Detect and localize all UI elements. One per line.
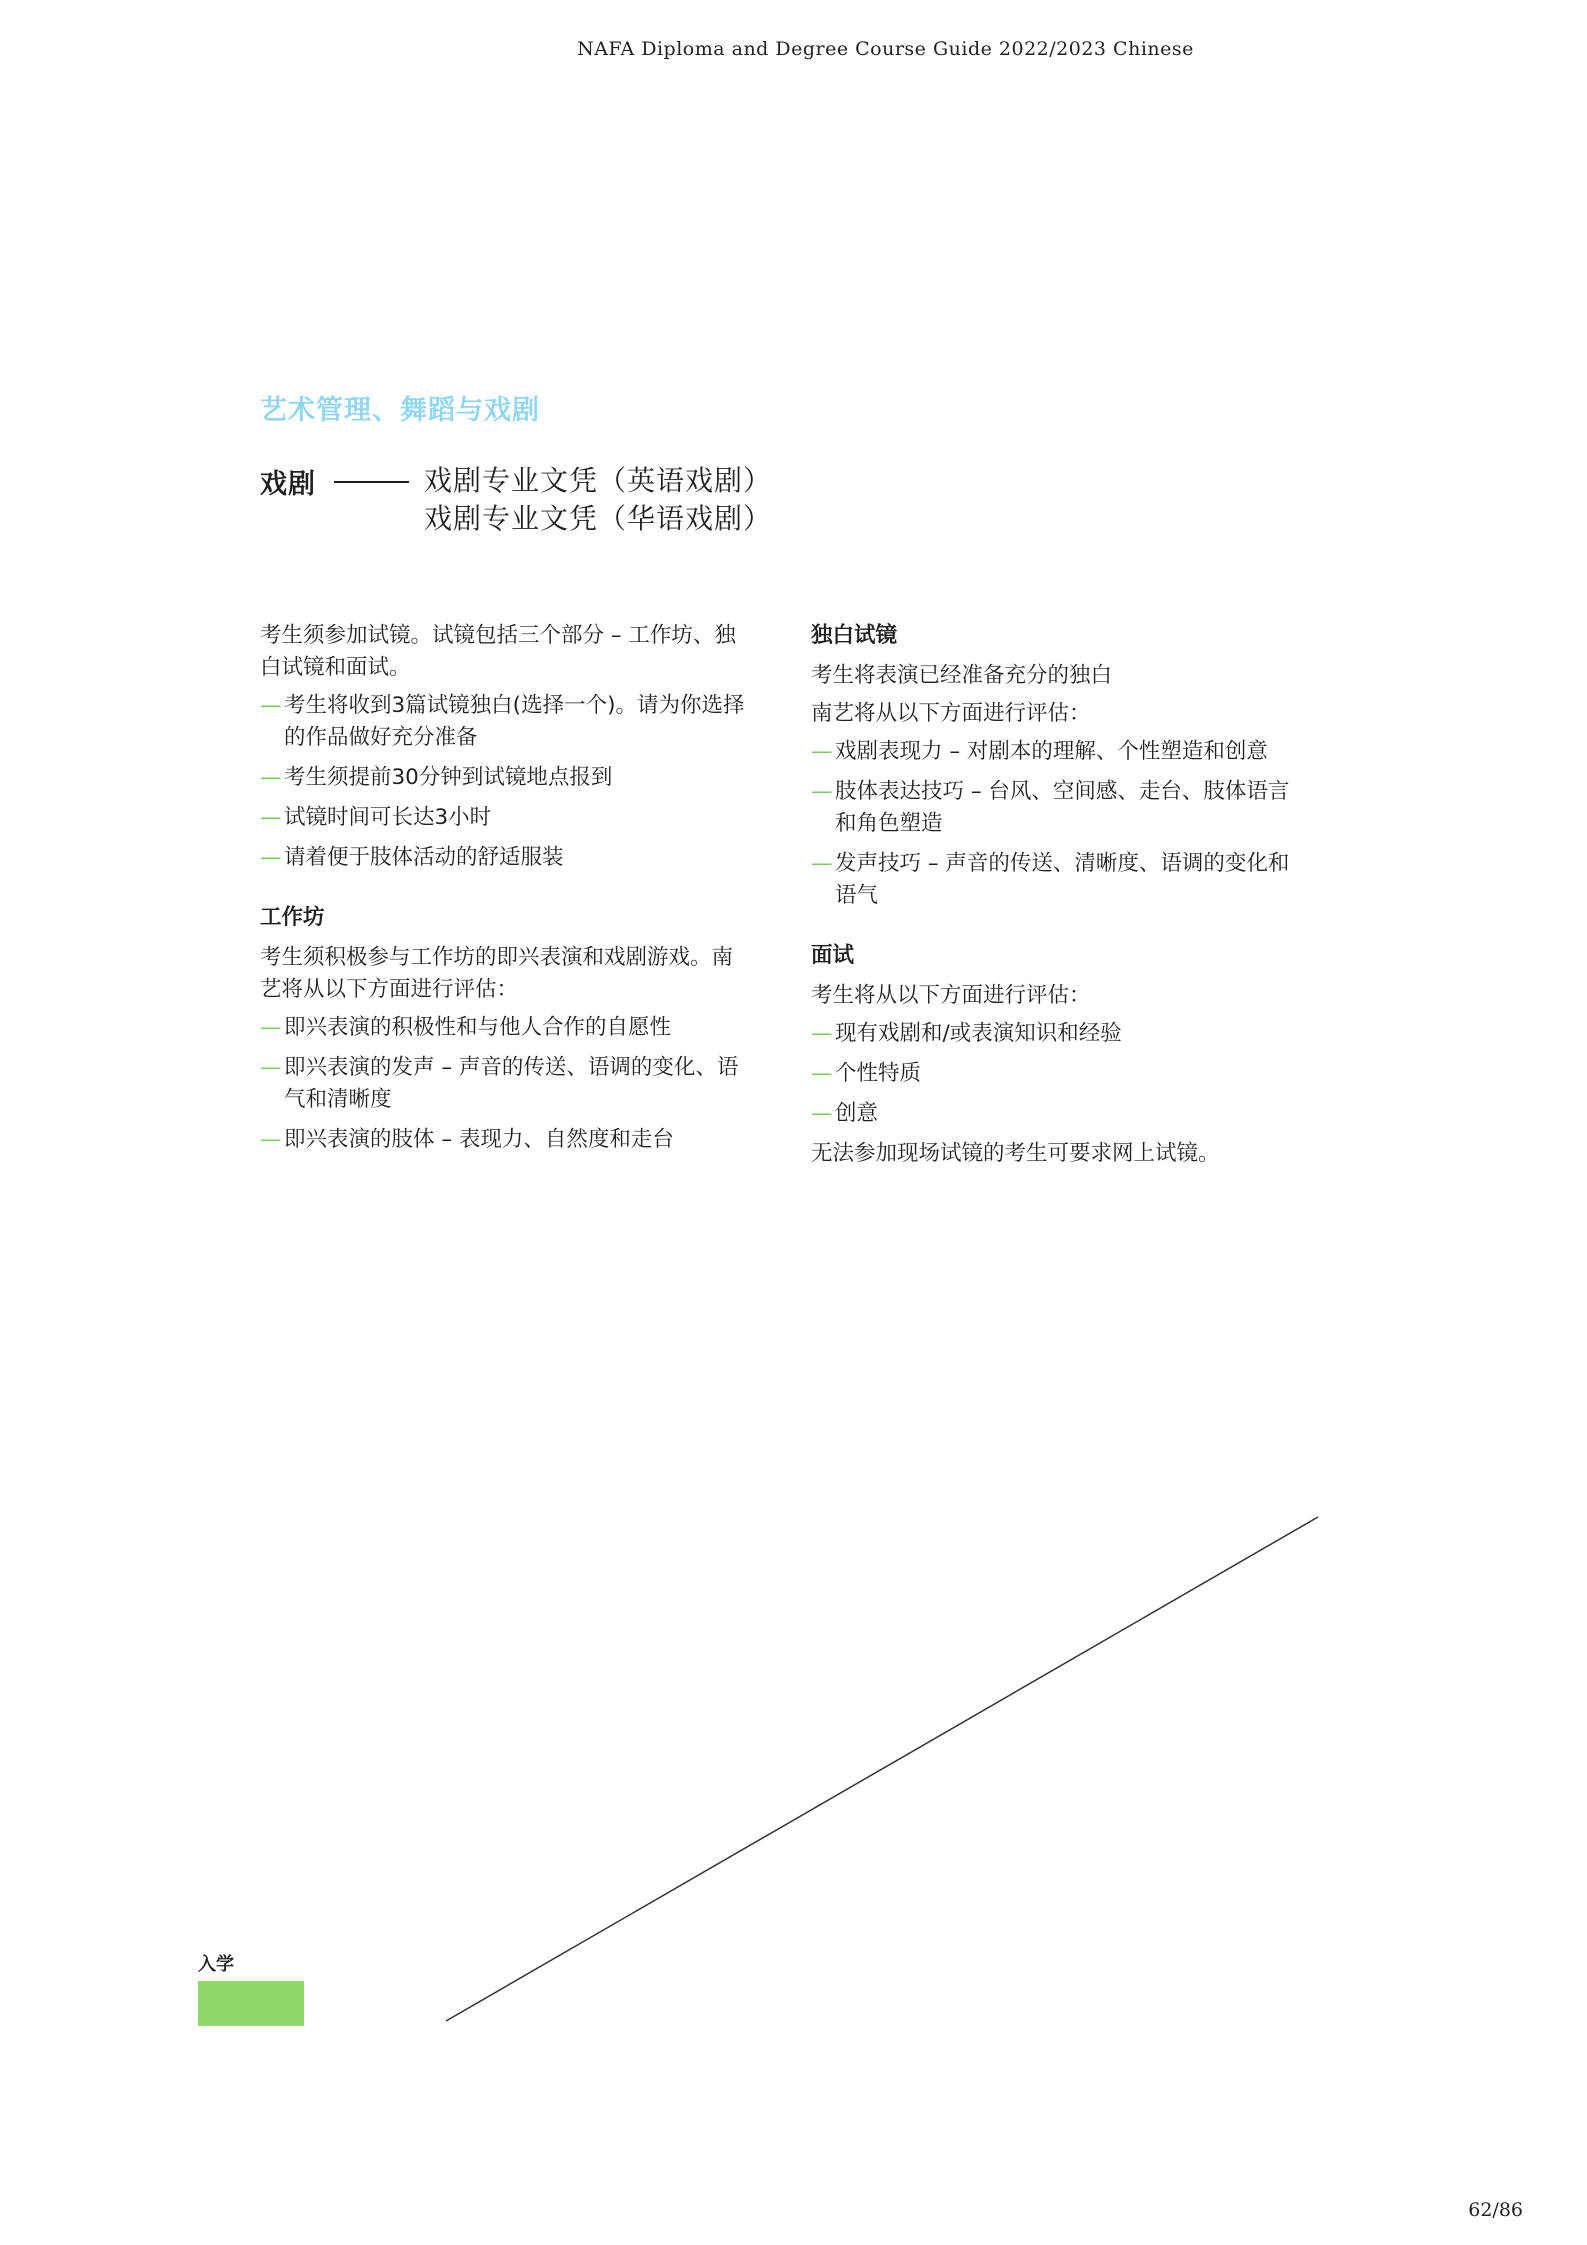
dash-icon: —: [260, 1055, 282, 1080]
monologue-heading: 独白试镜: [811, 623, 898, 648]
list-item: — 考生将收到3篇试镜独白(选择一个)。请为你选择的作品做好充分准备: [260, 690, 750, 754]
list-item: — 即兴表演的积极性和与他人合作的自愿性: [260, 1012, 750, 1044]
list-item: — 现有戏剧和/或表演知识和经验: [811, 1018, 1301, 1050]
workshop-heading: 工作坊: [260, 905, 325, 930]
list-item: — 试镜时间可长达3小时: [260, 802, 750, 834]
monologue-assessment-intro: 南艺将从以下方面进行评估：: [811, 701, 1091, 726]
section-title: 艺术管理、舞蹈与戏剧: [260, 395, 540, 426]
list-item: — 个性特质: [811, 1058, 1301, 1090]
list-item: — 请着便于肢体活动的舒适服装: [260, 842, 750, 874]
dash-icon: —: [260, 1015, 282, 1040]
program-name: 戏剧专业文凭（英语戏剧）: [424, 464, 773, 497]
footer-color-swatch: [198, 1981, 304, 2026]
running-header: NAFA Diploma and Degree Course Guide 2022/2023 Chinese: [577, 38, 1194, 60]
list-item: — 即兴表演的发声 – 声音的传送、语调的变化、语气和清晰度: [260, 1052, 750, 1116]
list-item: — 创意: [811, 1098, 1301, 1130]
dash-icon: —: [260, 765, 282, 790]
dash-icon: —: [811, 779, 833, 804]
interview-text: 考生将从以下方面进行评估：: [811, 983, 1091, 1008]
dash-icon: —: [811, 1021, 833, 1046]
list-item: — 发声技巧 – 声音的传送、清晰度、语调的变化和语气: [811, 848, 1301, 912]
list-item: — 肢体表达技巧 – 台风、空间感、走台、肢体语言和角色塑造: [811, 776, 1301, 840]
monologue-text: 考生将表演已经准备充分的独白: [811, 663, 1113, 688]
footer-section-label: 入学: [198, 1954, 234, 1975]
interview-heading: 面试: [811, 943, 855, 968]
page-number: 62/86: [1468, 2199, 1523, 2221]
dash-icon: —: [811, 1061, 833, 1086]
program-name: 戏剧专业文凭（华语戏剧）: [424, 502, 773, 535]
online-audition-note: 无法参加现场试镜的考生可要求网上试镜。: [811, 1141, 1220, 1166]
list-item: — 考生须提前30分钟到试镜地点报到: [260, 762, 750, 794]
list-item: — 即兴表演的肢体 – 表现力、自然度和走台: [260, 1124, 750, 1156]
audition-intro: 考生须参加试镜。试镜包括三个部分 – 工作坊、独白试镜和面试。: [260, 623, 736, 680]
dash-icon: —: [260, 1127, 282, 1152]
dash-icon: —: [260, 805, 282, 830]
diagonal-line: [446, 1517, 1318, 2021]
program-label: 戏剧: [260, 469, 316, 500]
list-item: — 戏剧表现力 – 对剧本的理解、个性塑造和创意: [811, 736, 1301, 768]
dash-icon: —: [811, 739, 833, 764]
dash-icon: —: [260, 693, 282, 718]
dash-icon: —: [811, 851, 833, 876]
dash-icon: —: [260, 845, 282, 870]
workshop-text: 考生须积极参与工作坊的即兴表演和戏剧游戏。南艺将从以下方面进行评估：: [260, 945, 734, 1002]
dash-icon: —: [811, 1101, 833, 1126]
